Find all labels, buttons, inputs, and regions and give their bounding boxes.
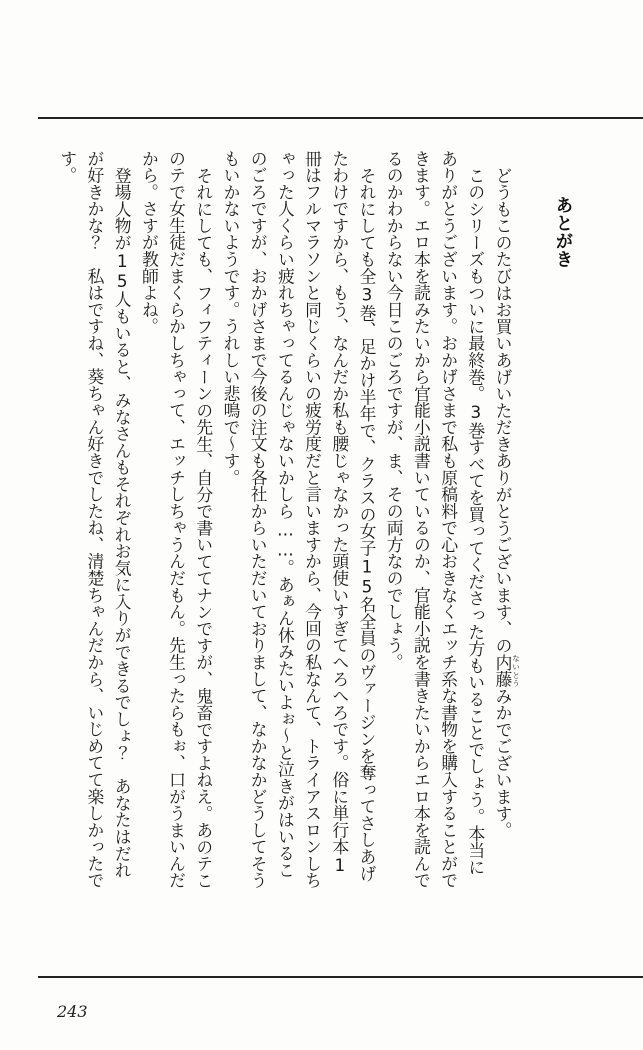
paragraph-1: [489, 150, 520, 890]
afterword-text: [54, 150, 520, 890]
paragraph-5: 登場人物が15人もいると、みなさんもそれぞれお気に入りができるでしょ？ あなたはだれが好きかな？ 私はですね、葵ちゃん好きでしたね、清楚ちゃんだから、いじめてて楽しかったです。: [57, 150, 133, 889]
page-number: 243: [57, 1002, 88, 1021]
author-name-furigana: ないとう: [511, 653, 521, 688]
top-rule: [38, 117, 643, 119]
page-title: あとがき: [553, 196, 573, 268]
paragraph-2: このシリーズもついに最終巻。3巻すべてを買ってくださった方もいることでしょう。本当にありがとうございます。おかげさまで私も原稿料で心おきなくエッチ系な書物を購入することができます。エロ本を読みたいから官能小説書いているのか、官能小説を書きたいからエロ本を読んでるのかわからない今日このごろですが、ま、その両方なのでしょう。: [384, 150, 486, 889]
paragraph-1-text-after: みかでございます。: [493, 687, 513, 839]
author-name-ruby: [493, 653, 521, 688]
author-name: 内藤: [493, 653, 513, 688]
paragraph-1-text-before: どうもこのたびはお買いあげいただきありがとうございます、の: [493, 166, 513, 654]
paragraph-4: それにしても、フィフティーンの先生、自分で書いててナンですが、鬼畜ですよねえ。あのテこのテで女生徒だまくらかしちゃって、エッチしちゃうんだもん。先生ったらもぉ、口がうまいんだから。さすが教師よね。: [139, 150, 214, 889]
paragraph-3: それにしても全3巻、足かけ半年で、クラスの女子15名全員のヴァージンを奪ってさしあげたわけですから、もう、なんだか私も腰じゃなかった頭使いすぎてへろへろです。俗に単行本1冊はフルマラソンと同じくらいの疲労度だと言いますから、今回の私なんて、トライアスロンしちゃった人くらい疲れちゃってるんじゃないかしら……。あぁん休みたいよぉ～と泣きがはいるこのごろですが、おかげさまで今後の注文も各社からいただいておりまして、なかなかどうしてそうもいかないようです。うれしい悲鳴で～す。: [220, 150, 377, 889]
bottom-rule: [38, 976, 643, 978]
